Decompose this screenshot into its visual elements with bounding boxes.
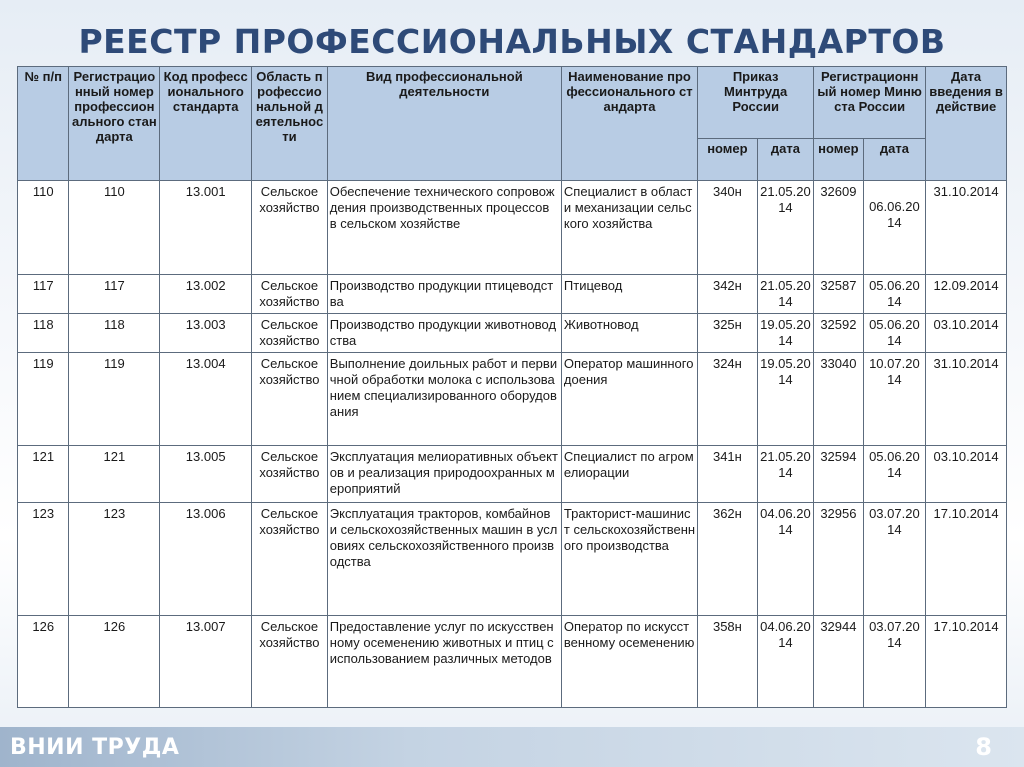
cell-effective: 31.10.2014 (926, 353, 1007, 446)
cell-code: 13.006 (160, 503, 252, 616)
cell-area: Сельское хозяйство (252, 181, 328, 275)
cell-area: Сельское хозяйство (252, 616, 328, 708)
table-row (18, 446, 1007, 503)
footer-bar (0, 727, 1024, 767)
cell-num: 110 (18, 181, 69, 275)
cell-effective: 03.10.2014 (926, 314, 1007, 353)
footer-brand: ВНИИ ТРУДА (10, 735, 180, 760)
table-row (18, 503, 1007, 616)
header-area: Область профессиональной деятельности (252, 67, 328, 181)
cell-reg: 123 (69, 503, 160, 616)
cell-reg: 126 (69, 616, 160, 708)
table-row (18, 314, 1007, 353)
cell-name: Специалист в области механизации сельского хозяйства (561, 181, 697, 275)
cell-code: 13.003 (160, 314, 252, 353)
cell-effective: 31.10.2014 (926, 181, 1007, 275)
cell-activity: Обеспечение технического сопровождения производственных процессов в сельском хозяйстве (327, 181, 561, 275)
header-name: Наименование профессионального стандарта (561, 67, 697, 181)
cell-mj-date: 06.06.2014 (863, 181, 926, 275)
page-number: 8 (975, 733, 992, 761)
table-row (18, 353, 1007, 446)
cell-order-num: 358н (698, 616, 758, 708)
cell-order-num: 325н (698, 314, 758, 353)
cell-area: Сельское хозяйство (252, 314, 328, 353)
cell-mj-date: 10.07.2014 (863, 353, 926, 446)
cell-mj-num: 32592 (814, 314, 863, 353)
table-row (18, 616, 1007, 708)
cell-num: 126 (18, 616, 69, 708)
cell-area: Сельское хозяйство (252, 503, 328, 616)
standards-registry-table (17, 66, 1007, 708)
cell-num: 117 (18, 275, 69, 314)
cell-area: Сельское хозяйство (252, 275, 328, 314)
cell-num: 119 (18, 353, 69, 446)
cell-num: 123 (18, 503, 69, 616)
cell-activity: Производство продукции животноводства (327, 314, 561, 353)
header-order-date: дата (757, 139, 814, 181)
table-row (18, 275, 1007, 314)
cell-mj-date: 03.07.2014 (863, 503, 926, 616)
cell-reg: 118 (69, 314, 160, 353)
cell-effective: 12.09.2014 (926, 275, 1007, 314)
cell-order-date: 21.05.2014 (757, 275, 814, 314)
cell-order-date: 04.06.2014 (757, 616, 814, 708)
cell-order-num: 324н (698, 353, 758, 446)
page-title: РЕЕСТР ПРОФЕССИОНАЛЬНЫХ СТАНДАРТОВ (78, 22, 946, 61)
cell-name: Животновод (561, 314, 697, 353)
cell-effective: 17.10.2014 (926, 616, 1007, 708)
cell-mj-num: 32944 (814, 616, 863, 708)
cell-code: 13.007 (160, 616, 252, 708)
cell-activity: Эксплуатация тракторов, комбайнов и сельскохозяйственных машин в условиях сельскохозяйственного производства (327, 503, 561, 616)
cell-reg: 117 (69, 275, 160, 314)
cell-order-num: 340н (698, 181, 758, 275)
table-row (18, 181, 1007, 275)
cell-order-num: 341н (698, 446, 758, 503)
cell-order-date: 21.05.2014 (757, 181, 814, 275)
cell-mj-num: 32956 (814, 503, 863, 616)
cell-code: 13.002 (160, 275, 252, 314)
cell-effective: 17.10.2014 (926, 503, 1007, 616)
header-minjust-date: дата (863, 139, 926, 181)
cell-activity: Предоставление услуг по искусственному осеменению животных и птиц с использованием различных методов (327, 616, 561, 708)
cell-order-num: 362н (698, 503, 758, 616)
cell-name: Специалист по агромелиорации (561, 446, 697, 503)
cell-order-date: 04.06.2014 (757, 503, 814, 616)
header-code: Код профессионального стандарта (160, 67, 252, 181)
cell-order-date: 19.05.2014 (757, 353, 814, 446)
cell-mj-num: 32594 (814, 446, 863, 503)
cell-reg: 110 (69, 181, 160, 275)
header-reg-number: Регистрационный номер профессионального стандарта (69, 67, 160, 181)
cell-mj-date: 05.06.2014 (863, 446, 926, 503)
cell-code: 13.005 (160, 446, 252, 503)
cell-mj-date: 03.07.2014 (863, 616, 926, 708)
cell-order-date: 19.05.2014 (757, 314, 814, 353)
cell-mj-num: 33040 (814, 353, 863, 446)
cell-name: Тракторист-машинист сельскохозяйственного производства (561, 503, 697, 616)
cell-area: Сельское хозяйство (252, 353, 328, 446)
cell-activity: Выполнение доильных работ и первичной обработки молока с использованием специализированного оборудования (327, 353, 561, 446)
header-date-effective: Дата введения в действие (926, 67, 1007, 181)
cell-code: 13.001 (160, 181, 252, 275)
cell-name: Оператор по искусственному осеменению (561, 616, 697, 708)
header-minjust-number: номер (814, 139, 863, 181)
cell-name: Птицевод (561, 275, 697, 314)
header-order: Приказ Минтруда России (698, 67, 814, 139)
cell-num: 118 (18, 314, 69, 353)
header-order-number: номер (698, 139, 758, 181)
cell-name: Оператор машинного доения (561, 353, 697, 446)
cell-area: Сельское хозяйство (252, 446, 328, 503)
cell-code: 13.004 (160, 353, 252, 446)
cell-activity: Эксплуатация мелиоративных объектов и реализация природоохранных мероприятий (327, 446, 561, 503)
cell-reg: 121 (69, 446, 160, 503)
header-num: № п/п (18, 67, 69, 181)
cell-mj-num: 32587 (814, 275, 863, 314)
cell-order-num: 342н (698, 275, 758, 314)
cell-reg: 119 (69, 353, 160, 446)
cell-order-date: 21.05.2014 (757, 446, 814, 503)
cell-mj-date: 05.06.2014 (863, 314, 926, 353)
cell-mj-date: 05.06.2014 (863, 275, 926, 314)
cell-effective: 03.10.2014 (926, 446, 1007, 503)
header-activity: Вид профессиональной деятельности (327, 67, 561, 181)
cell-mj-num: 32609 (814, 181, 863, 275)
cell-activity: Производство продукции птицеводства (327, 275, 561, 314)
header-minjust: Регистрационный номер Минюста России (814, 67, 926, 139)
cell-num: 121 (18, 446, 69, 503)
